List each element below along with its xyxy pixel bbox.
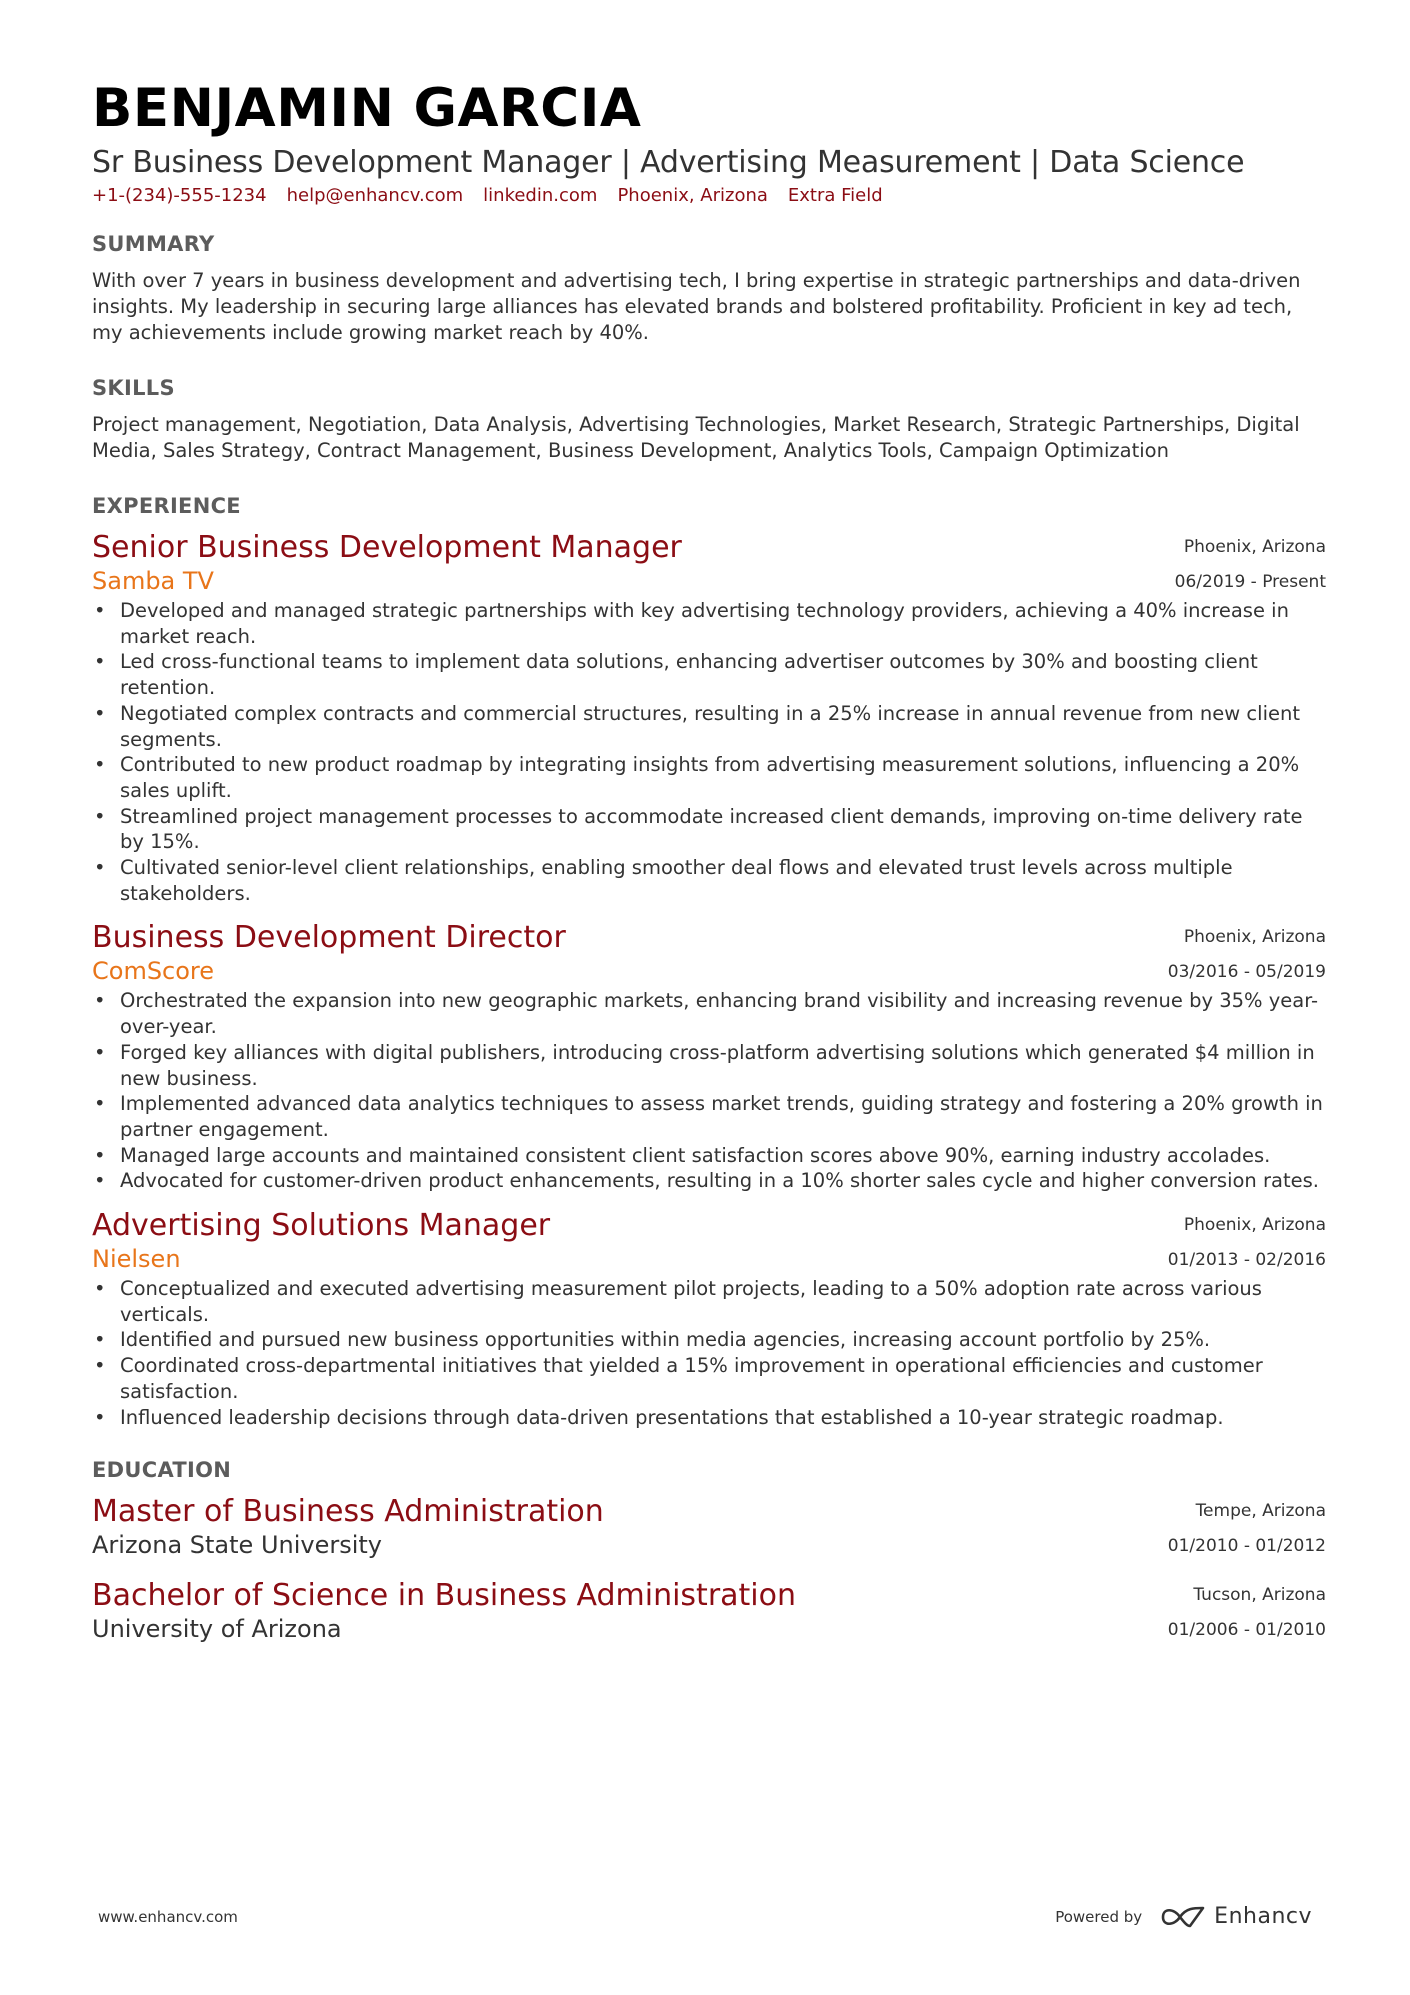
education-school: Arizona State University bbox=[92, 1531, 383, 1560]
job-role: Business Development Director bbox=[92, 920, 566, 956]
candidate-title: Sr Business Development Manager | Advertising Measurement | Data Science bbox=[92, 145, 1245, 180]
job-meta bbox=[1168, 1208, 1326, 1278]
education-degree: Bachelor of Science in Business Administration bbox=[92, 1578, 797, 1614]
job-bullet: • Negotiated complex contracts and commercial structures, resulting in a 25% increase in annual revenue from new client segments. bbox=[120, 701, 1326, 752]
candidate-name: BENJAMIN GARCIA bbox=[92, 78, 642, 139]
job-entry bbox=[92, 530, 1326, 906]
job-location: Phoenix, Arizona bbox=[1183, 537, 1326, 557]
footer-branding bbox=[1055, 1904, 1312, 1929]
experience-heading: EXPERIENCE bbox=[92, 494, 241, 518]
summary-text: With over 7 years in business development and advertising tech, I bring expertise in strategic partnerships and data-driven insights. My leadership in securing large alliances has elevated brands and bolstered profitability. Proficient in key ad tech, my achievements include growing market reach by 40%. bbox=[92, 269, 1301, 344]
skills-heading: SKILLS bbox=[92, 376, 175, 400]
skills-text: Project management, Negotiation, Data Analysis, Advertising Technologies, Market Research, Strategic Partnerships, Digital Media, Sales Strategy, Contract Management, Business Development, Analytics Tools, Campaign Optimization bbox=[92, 413, 1300, 462]
job-role: Advertising Solutions Manager bbox=[92, 1208, 551, 1244]
job-bullet: • Identified and pursued new business opportunities within media agencies, increasing account portfolio by 25%. bbox=[120, 1327, 1326, 1353]
job-location: Phoenix, Arizona bbox=[1183, 927, 1326, 948]
job-company: ComScore bbox=[92, 957, 215, 986]
job-dates: 06/2019 - Present bbox=[1174, 572, 1326, 592]
job-entry bbox=[92, 920, 1326, 1194]
contact-location: Phoenix, Arizona bbox=[617, 185, 768, 206]
job-bullet: • Implemented advanced data analytics techniques to assess market trends, guiding strategy and fostering a 20% growth in partner engagement. bbox=[120, 1091, 1326, 1142]
job-company: Nielsen bbox=[92, 1245, 181, 1274]
job-bullet: • Managed large accounts and maintained consistent client satisfaction scores above 90%, earning industry accolades. bbox=[120, 1143, 1326, 1169]
job-bullet: • Coordinated cross-departmental initiatives that yielded a 15% improvement in operational efficiencies and customer satisfaction. bbox=[120, 1353, 1326, 1404]
contact-extra-field: Extra Field bbox=[787, 185, 883, 206]
enhancv-logo-icon bbox=[1160, 1905, 1206, 1929]
job-bullet: • Led cross-functional teams to implement data solutions, enhancing advertiser outcomes by 30% and boosting client retention. bbox=[120, 649, 1326, 700]
page-footer bbox=[98, 1904, 1312, 1929]
enhancv-brand-name: Enhancv bbox=[1214, 1904, 1312, 1929]
job-bullet: • Developed and managed strategic partnerships with key advertising technology providers, achieving a 40% increase in market reach. bbox=[120, 598, 1326, 649]
job-dates: 01/2013 - 02/2016 bbox=[1167, 1250, 1326, 1271]
education-location: Tucson, Arizona bbox=[1193, 1585, 1326, 1606]
contact-bar bbox=[92, 185, 1326, 206]
education-meta bbox=[1168, 1494, 1326, 1564]
contact-linkedin[interactable]: linkedin.com bbox=[483, 185, 598, 206]
job-location: Phoenix, Arizona bbox=[1183, 1215, 1326, 1236]
job-entry bbox=[92, 1208, 1326, 1430]
job-bullets bbox=[92, 598, 1326, 906]
job-bullet: • Conceptualized and executed advertising measurement pilot projects, leading to a 50% adoption rate across various verticals. bbox=[120, 1276, 1326, 1327]
job-company: Samba TV bbox=[92, 567, 214, 595]
education-school: University of Arizona bbox=[92, 1615, 342, 1644]
education-entry bbox=[92, 1578, 1326, 1644]
job-bullet: • Contributed to new product roadmap by integrating insights from advertising measurement solutions, influencing a 20% sales uplift. bbox=[120, 752, 1326, 803]
job-meta bbox=[1175, 530, 1326, 600]
job-role: Senior Business Development Manager bbox=[92, 530, 682, 565]
summary-heading: SUMMARY bbox=[92, 232, 215, 256]
enhancv-brand[interactable] bbox=[1160, 1904, 1312, 1929]
education-entry bbox=[92, 1494, 1326, 1560]
education-location: Tempe, Arizona bbox=[1195, 1501, 1326, 1522]
contact-email[interactable]: help@enhancv.com bbox=[286, 185, 464, 206]
powered-by-label: Powered by bbox=[1055, 1907, 1143, 1926]
job-meta bbox=[1168, 920, 1326, 990]
job-bullet: • Cultivated senior-level client relationships, enabling smoother deal flows and elevated trust levels across multiple stakeholders. bbox=[120, 855, 1326, 906]
education-dates: 01/2006 - 01/2010 bbox=[1167, 1620, 1326, 1641]
education-degree: Master of Business Administration bbox=[92, 1494, 604, 1530]
job-bullets bbox=[92, 1276, 1326, 1430]
job-bullet: • Orchestrated the expansion into new geographic markets, enhancing brand visibility and increasing revenue by 35% year-over-year. bbox=[120, 988, 1326, 1039]
resume-page bbox=[92, 72, 1326, 1658]
job-bullet: • Forged key alliances with digital publishers, introducing cross-platform advertising solutions which generated $4 million in new business. bbox=[120, 1040, 1326, 1091]
job-bullet: • Streamlined project management processes to accommodate increased client demands, improving on-time delivery rate by 15%. bbox=[120, 804, 1326, 855]
job-bullets bbox=[92, 988, 1326, 1194]
job-bullet: • Influenced leadership decisions through data-driven presentations that established a 10-year strategic roadmap. bbox=[120, 1405, 1326, 1431]
education-meta bbox=[1168, 1578, 1326, 1648]
footer-url[interactable]: www.enhancv.com bbox=[98, 1907, 238, 1926]
job-bullet: • Advocated for customer-driven product enhancements, resulting in a 10% shorter sales cycle and higher conversion rates. bbox=[120, 1168, 1326, 1194]
education-dates: 01/2010 - 01/2012 bbox=[1167, 1536, 1326, 1557]
contact-phone[interactable]: +1-(234)-555-1234 bbox=[92, 185, 267, 206]
job-dates: 03/2016 - 05/2019 bbox=[1167, 962, 1326, 983]
education-heading: EDUCATION bbox=[92, 1458, 232, 1483]
